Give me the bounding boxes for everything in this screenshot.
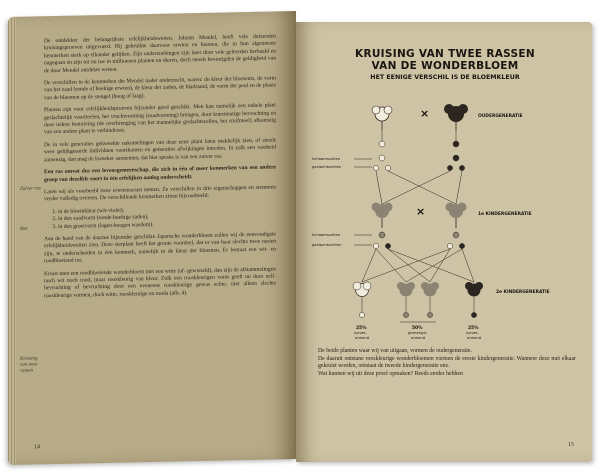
left-text-column <box>44 33 276 305</box>
caption-line-2: De daaruit ontstane rooskleurige wonderbloemen vormen de eerste kindergeneratie. Wanneer deze met elkaar gekruist worden, ontstaat de tweede kindergeneratie enz. <box>318 355 576 370</box>
pct-left-label-2: erwend <box>355 335 370 340</box>
label-lichaamscellen-2: lichaamscellen <box>312 232 341 237</box>
right-caption-text <box>318 348 576 378</box>
f2-flower-pink-1 <box>397 282 415 297</box>
page-edges <box>8 17 16 465</box>
page-number-left: 14 <box>34 444 40 451</box>
f1-flower-left <box>372 203 393 229</box>
paragraph-zuiver-ras: De in vele generaties gekweekte nakomelingen van deze eene plant laten makkelijk zien, of steeds weer gelijkgeaarde individuen voortkomen en generaties afwijkingen intreden. In zulk een vastheid aanwezig, dan mag de kweeker aannemen, dat hier sprake is van een zuiver ras. <box>44 137 276 163</box>
pct-right-label-2: erwend <box>467 335 482 340</box>
label-2e-kindergeneratie: 2e KINDERGENERATIE <box>496 290 550 295</box>
list-item: 1. in de bloemkleur (wit-violet), <box>58 204 276 216</box>
paragraph-3: Planten zijn voor erfelijkheidsproeven bijzonder goed geschikt. Men kan namelijk een enkele plant geslachtelijk voortteelen, het vruchtvorming (zaadvorming) brengen, door kunstmatige bevruchting en door iedere bestuiving (de overbrenging van het mannelijke geslachtscellen, het stuifmeel) afkomstig van een andere plant te verhinderen. <box>44 102 276 136</box>
caption-line-3: Wat kunnen wij uit deze proef opmaken? Reeds eerder hebben <box>318 370 463 377</box>
parent-dark-flower <box>444 104 468 130</box>
subtitle: HET EENIGE VERSCHIL IS DE BLOEMKLEUR <box>370 74 520 81</box>
paragraph-kruising: Kruist men een roodbloeiende wonderbloem met een witte (af- gewisseld), dan zijn de afstammelingen noch wit noch rood, maar rooskleurig van kleur. Zulk een rooskleurigen vorm geeft nu door zelf- bevruchting of bevruchting door een eveneens rooskleurige gewas echte: niet alleen slechts rooskleurige vormen, doch witte, rooskleurige en rooda (afb. 4). <box>44 265 276 300</box>
label-1e-kindergeneratie: 1e KINDERGENERATIE <box>478 212 532 217</box>
diagram-title <box>310 48 580 82</box>
margin-note-ras: Ras <box>20 226 28 232</box>
trait-list <box>58 204 276 231</box>
list-item: 2. in den zaadvorm (ronde-hoekige zaden), <box>58 212 276 224</box>
pct-25-left: 25% <box>356 326 367 331</box>
label-oudergeneratie: OUDERGENERATIE <box>478 114 523 119</box>
f2-flower-pink-2 <box>421 282 439 297</box>
pct-mid-label: gemengd- <box>408 330 428 335</box>
f2-flower-white <box>353 282 371 297</box>
paragraph-2: De verschillen in de kenmerken die Mendel nader onderzocht, waren: de kleur der bloesems, de vorm van het zaad (ronde of hoekige erwten), de kleur der zaden, de bladstand, de vorm der peul en de plaats van de bloemen op de stengel (hoog of laag). <box>44 75 276 102</box>
pct-right-label: zuiver- <box>466 330 479 335</box>
pct-mid-label-2: erwend <box>411 335 426 340</box>
inheritance-diagram <box>296 86 592 346</box>
paragraph-wonderbloem: Aan de hand van de daartoe bijzonder geschikte Japansche wonderbloem zullen wij de eenvoudigste erfelijkheidswetten zien. Deze sierplant heeft het groote voordeel, dat er van haar slechts twee rassen zijn, te onderscheiden in één kenmerk, namelijk in de kleur der bloemen. Er bestaat een wit- en roodbloeiend ras. <box>44 231 276 265</box>
page-number-right: 15 <box>568 442 574 448</box>
right-page <box>296 22 592 462</box>
paragraph-list-intro: Laten wij als voorbeeld twee erwtenrassen nemen. Ze verschillen in drie eigenschappen en stemmen verder volledig overeen. De verschillende kenmerken zitten bijvoorbeeld: <box>44 184 276 203</box>
paragraph-ras-definition: Een ras omvat dus een levensgemeenschap, die zich in één of meer kenmerken van een andere groep van dezelfde soort in één erfelijken aanleg onderscheidt. <box>44 164 276 183</box>
title-line-2: VAN DE WONDERBLOEM <box>371 60 519 72</box>
margin-note-zuiver-ras: Zuiver ras <box>20 186 41 192</box>
cross-symbol-f1: × <box>416 205 426 218</box>
label-lichaamscellen-1: lichaamscellen <box>312 156 341 161</box>
left-page <box>8 11 296 465</box>
f1-flower-right <box>446 203 467 229</box>
caption-line-1: De beide planten waar wij van uitgaan, vormen de oudergeneratie. <box>318 348 472 354</box>
open-book <box>8 6 592 468</box>
paragraph-1: De ontdekker der belangrijkste erfelijkheidswetten, Johann Mendel, heeft vele duizenden kruisingsproeven uitgevoerd. Hij gebruikte daarvoor erwten en boonen, die in hun algemeene kenmerken sterk op elkander gelijken. Zijn onderzoekingen zijn later door vele geleerden herhaald en nagegaan en zijn tot nu toe in millioenen planten en dieren, doch steeds bevestigden de geldigheid van de door Mendel ontdekte wetten. <box>44 33 276 74</box>
label-geslachtscellen-1: geslachtscellen <box>312 164 342 169</box>
margin-note-kruising: Kruising van twee rassen <box>20 356 38 374</box>
pct-50-mid: 50% <box>412 326 423 331</box>
cross-symbol-parents: × <box>420 107 430 120</box>
list-item: 3. in den groeivorm (lagen-hoogen wasdom). <box>58 219 276 231</box>
pct-25-right: 25% <box>468 326 479 331</box>
f2-flower-dark <box>465 282 483 297</box>
pct-left-label: zuiver- <box>354 330 367 335</box>
parent-white-flower <box>372 106 392 130</box>
label-geslachtscellen-2: geslachtscellen <box>312 242 342 247</box>
title-line-1: KRUISING VAN TWEE RASSEN <box>355 48 535 60</box>
